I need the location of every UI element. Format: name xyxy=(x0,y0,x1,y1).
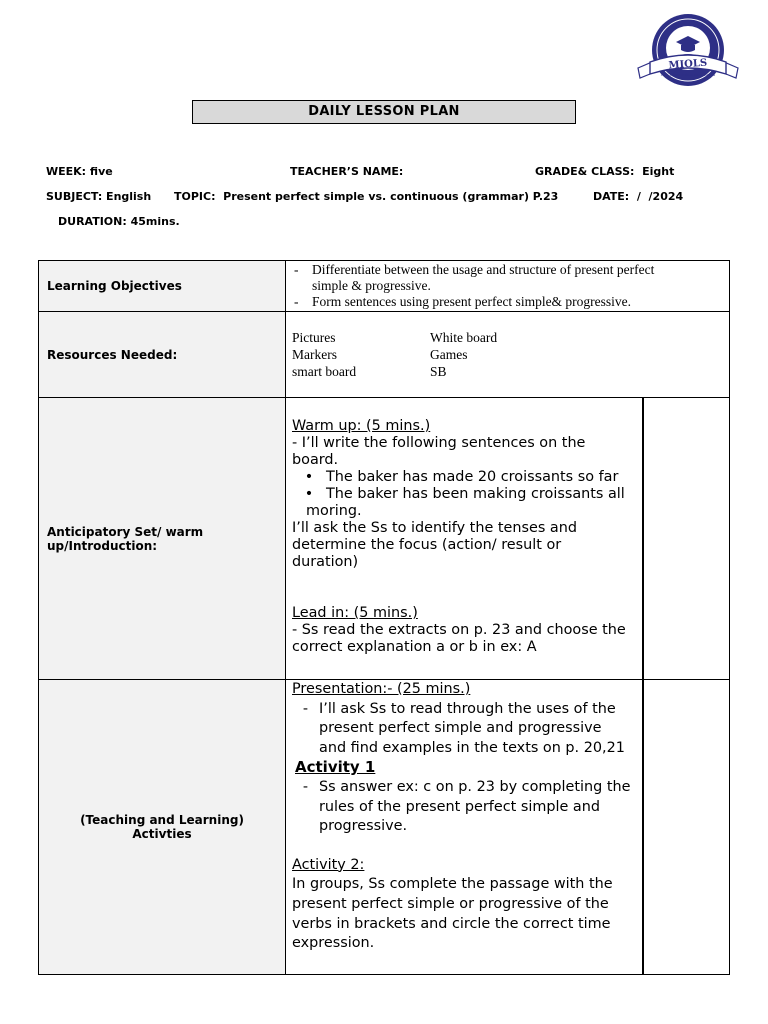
leadin-heading: Lead in: (5 mins.) xyxy=(292,605,418,621)
resource-row: smart board SB xyxy=(292,364,447,379)
notes-column xyxy=(644,398,729,679)
objectives-content xyxy=(286,261,730,312)
resource-row: Pictures White board xyxy=(292,330,498,345)
teaching-row xyxy=(39,680,730,975)
logo-text: MIOLS xyxy=(668,57,708,72)
objective-item: - Form sentences using present perfect simple& progressive. xyxy=(294,294,632,309)
lesson-plan-table xyxy=(38,260,730,975)
objective-item: - Differentiate between the usage and structure of present perfect simple & progressive. xyxy=(294,262,655,293)
teaching-content: Presentation:- (25 mins.) - I’ll ask Ss to read through the uses of the present perfect simple and progressive and find examples in the texts on p. 20,21 Activity 1 - Ss answer ex: c on p. 23 by completing the rules of the present perfect simple and progressive. Activity 2: In groups, Ss complete the passage with the present perfect simple or progressive of the verbs in brackets and circle the correct time expression. xyxy=(286,680,730,975)
presentation-heading: Presentation:- (25 mins.) xyxy=(292,681,471,697)
grade-class-field: GRADE& CLASS: Eight xyxy=(535,165,675,178)
anticipatory-row xyxy=(39,398,730,680)
resources-label: Resources Needed: xyxy=(39,312,286,398)
topic-field: TOPIC: Present perfect simple vs. continuous (grammar) P.23 xyxy=(174,190,559,203)
teacher-name-field: TEACHER’S NAME: xyxy=(290,165,404,178)
notes-column xyxy=(644,680,729,974)
example-sentence: • The baker has been making croissants all xyxy=(304,486,625,502)
activity-2-title: Activity 2: xyxy=(292,856,365,873)
example-sentence: • The baker has made 20 croissants so far xyxy=(304,469,619,485)
subject-field: SUBJECT: English xyxy=(46,190,152,203)
activity-1-item: - Ss answer ex: c on p. 23 by completing the rules of the present perfect simple and progressive. xyxy=(302,778,631,835)
teaching-label: (Teaching and Learning) Activties xyxy=(39,680,286,975)
warmup-heading: Warm up: (5 mins.) xyxy=(292,418,431,434)
school-logo xyxy=(636,12,740,90)
week-field: WEEK: five xyxy=(46,165,113,178)
date-field: DATE: / /2024 xyxy=(593,190,684,203)
activity-1-title: Activity 1 xyxy=(295,758,376,777)
anticipatory-content: Warm up: (5 mins.) - I’ll write the following sentences on the board. • The baker has made 20 croissants so far • The baker has been making croissants all moring. I’ll ask the Ss to identify the tenses and determine the focus (action/ result or duration) Lead in: (5 mins.) - Ss read the extracts on p. 23 and choose the correct explanation a or b in ex: A xyxy=(286,398,730,680)
resources-row xyxy=(39,312,730,398)
duration-field: DURATION: 45mins. xyxy=(58,215,180,228)
page-title: DAILY LESSON PLAN xyxy=(192,100,576,124)
logo-motto: Non Nobis Solum Nati Sumus xyxy=(660,73,716,77)
objectives-row xyxy=(39,261,730,312)
objectives-label: Learning Objectives xyxy=(39,261,286,312)
anticipatory-label: Anticipatory Set/ warm up/Introduction: xyxy=(39,398,286,680)
presentation-item: - I’ll ask Ss to read through the uses of the present perfect simple and progressive and find examples in the texts on p. 20,21 xyxy=(302,700,625,756)
resources-content xyxy=(286,312,730,398)
resource-row: Markers Games xyxy=(292,347,468,362)
